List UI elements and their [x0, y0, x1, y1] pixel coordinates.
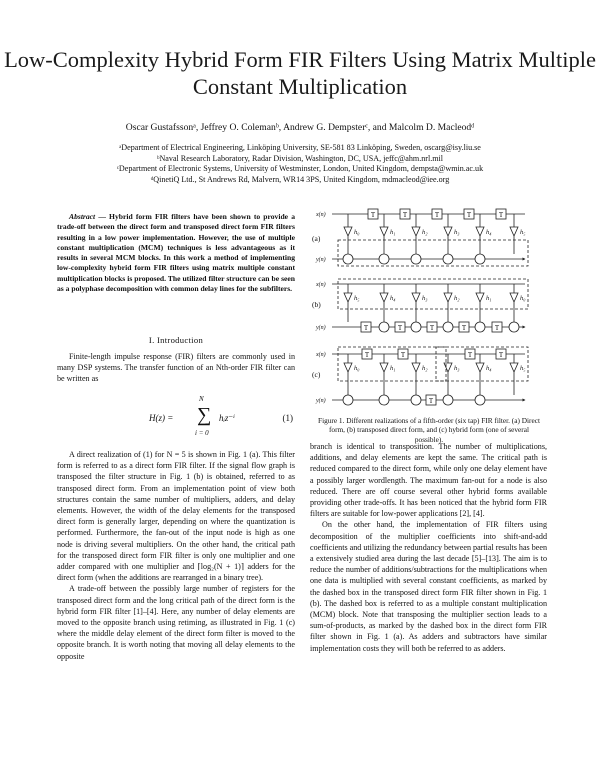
coef-label: h₃ — [422, 295, 428, 302]
delay-label: T — [428, 397, 434, 405]
sum-upper-limit: N — [199, 395, 204, 403]
output-label: y(n) — [316, 398, 326, 404]
intro-text: Finite-length impulse response (FIR) filters are commonly used in many DSP systems. The transfer function of an Nth-order FIR filter can be written as — [57, 352, 295, 384]
delay-label: T — [466, 211, 472, 219]
right-column-body — [310, 441, 547, 654]
panel-c-label: (c) — [312, 370, 321, 379]
output-label: y(n) — [316, 325, 326, 331]
author-list: Oscar Gustafssonᵃ, Jeffrey O. Colemanᵇ, Andrew G. Dempsterᶜ, and Malcolm D. Macleodᵈ — [125, 122, 475, 133]
abstract-label: Abstract — [69, 212, 96, 221]
coef-label: h₂ — [422, 229, 428, 236]
coef-label: h₂ — [454, 295, 460, 302]
affiliation-b: ᵇNaval Research Laboratory, Radar Division, Washington, DC, USA, jeffc@ahm.nrl.mil — [156, 153, 444, 163]
paragraph-direct-form: A direct realization of (1) for N = 5 is shown in Fig. 1 (a). This filter form is referred to as a direct form FIR filter. If the signal flow graph is transposed the filter structure in Fig. 1 (b) is obtained, referred to as transposed direct form. From an implementation point of view both structures contain the same number of multipliers, adders, and delay elements. However, the width of the delay elements for the transposed direct form is generally larger, depending on where the quantization is performed. Furthermore, the fan-out of the input node is high as one node is driving several multipliers. On the other hand, the critical path for the transposed direct form FIR filter is only one multiplier and one adder compared with one multiplier and ⌈log₂(N + 1)⌉ adders for the direct form (when the additions are rearranged in a binary tree). — [57, 450, 295, 583]
paragraph-mcm: On the other hand, the implementation of FIR filters using decomposition of the multiplier coefficients into shift-and-add coefficients and utilizing the redundancy between partial results has been a extensively studied area during the last decade [5]–[13]. The aim is to reduce the number of additions/subtractions for the multiplications when one data is multiplied with several constant coefficients, as marked by the dashed box in the transposed direct form FIR filter shown in Fig. 1 (b). The dashed box is referred to as a multiple constant multiplication (MCM) block. Note that transposing the multiplier section leads to a sum-of-products, as marked by the dashed box in the direct form FIR filter shown in Fig. 1 (a). As adders and subtractors have similar implementation costs they will both be referred to as adders. — [310, 520, 547, 653]
delay-label: T — [402, 211, 408, 219]
intro-paragraph — [57, 351, 295, 385]
left-column-body — [57, 449, 295, 662]
sum-lower-limit: i = 0 — [195, 429, 209, 437]
delay-label: T — [461, 324, 467, 332]
coef-label: h₀ — [520, 295, 526, 302]
coef-label: h₃ — [454, 229, 460, 236]
coef-label: h₁ — [390, 229, 396, 236]
coef-label: h₅ — [520, 229, 526, 236]
coef-label: h₂ — [422, 365, 428, 372]
delay-label: T — [364, 351, 370, 359]
delay-label: T — [434, 211, 440, 219]
panel-a-label: (a) — [312, 234, 321, 243]
input-label: x(n) — [316, 212, 326, 218]
delay-label: T — [429, 324, 435, 332]
coef-label: h₁ — [486, 295, 492, 302]
affiliations — [0, 143, 600, 185]
paper-title: Low-Complexity Hybrid Form FIR Filters Using Matrix Multiple Constant Multiplication — [4, 47, 596, 99]
coef-label: h₅ — [520, 365, 526, 372]
figure-1-diagram — [310, 207, 547, 412]
delay-label: T — [498, 351, 504, 359]
panel-b-label: (b) — [312, 300, 321, 309]
abstract — [57, 212, 295, 294]
input-label: x(n) — [316, 352, 326, 358]
delay-label: T — [467, 351, 473, 359]
coef-label: h₄ — [390, 295, 396, 302]
figure-caption: Figure 1. Different realizations of a fifth-order (six tap) FIR filter. (a) Direct form, (b) transposed direct form, and (c) hybrid form (one of several possible). — [318, 416, 540, 444]
panel-c-taps — [344, 354, 518, 395]
section-heading: I. Introduction — [148, 335, 204, 345]
affiliation-a: ᵃDepartment of Electrical Engineering, Linköping University, SE-581 83 Linköping, Sweden, oscarg@isy.liu.se — [119, 143, 481, 152]
abstract-text: — Hybrid form FIR filters have been shown to provide a trade-off between the direct form and transposed direct form FIR filters resulting in a low power implementation. However, the use of multiple constant multiplication (MCM) techniques is less advantageous as it results in several MCM blocks. In this work a method of implementing low-complexity hybrid form FIR filters using matrix multiple constant multiplication blocks is proposed. The utilized filter structure can be seen as a polyphase decomposition with common delay lines for the subfilters. — [57, 212, 295, 294]
delay-label: T — [400, 351, 406, 359]
coef-label: h₄ — [486, 365, 492, 372]
input-label: x(n) — [316, 282, 326, 288]
coef-label: h₅ — [354, 295, 360, 302]
coef-label: h₀ — [354, 229, 360, 236]
affiliation-c: ᶜDepartment of Electronic Systems, University of Westminster, London, United Kingdom, dempsta@wmin.ac.uk — [116, 164, 484, 173]
affiliation-d: ᵈQinetiQ Ltd., St Andrews Rd, Malvern, WR14 3PS, United Kingdom, mdmacleod@iee.org — [150, 174, 450, 184]
paragraph-transposition: branch is identical to transposition. The number of multiplications, additions, and delay elements are kept the same. The critical path is reduced compared to the direct form, while only one delay element have a possibly larger wordlength. The maximum fan-out for a node is also reduced. There are off course several other hybrid forms available providing other trade-offs. It has been noticed that the hybrid form FIR filters are suitable for low-power applications [2], [4]. — [310, 442, 547, 519]
coef-label: h₁ — [390, 365, 396, 372]
delay-label: T — [494, 324, 500, 332]
coef-label: h₄ — [486, 229, 492, 236]
summation-symbol: ∑ — [197, 404, 212, 426]
output-label: y(n) — [316, 257, 326, 263]
equation-1 — [57, 396, 295, 446]
delay-label: T — [370, 211, 376, 219]
coef-label: h₀ — [354, 365, 360, 372]
delay-label: T — [498, 211, 504, 219]
paragraph-hybrid-form: A trade-off between the possibly large number of registers for the transposed direct form and the long critical path of the direct form is the hybrid form FIR filter [1]–[4]. Here, any number of delay elements are moved to the opposite branch using retiming, as illustrated in Fig. 1 (c) where the middle delay element of the direct form filter is moved to the opposite branch. It is worth noting that moving all delay elements to the opposite — [57, 584, 295, 661]
panel-a-taps — [344, 214, 518, 254]
equation-number: (1) — [282, 413, 293, 423]
delay-label: T — [397, 324, 403, 332]
equation-term: hᵢz⁻ⁱ — [219, 413, 235, 423]
equation-lhs: H(z) = — [149, 413, 174, 423]
coef-label: h₃ — [454, 365, 460, 372]
panel-b-taps — [344, 284, 518, 322]
delay-label: T — [363, 324, 369, 332]
